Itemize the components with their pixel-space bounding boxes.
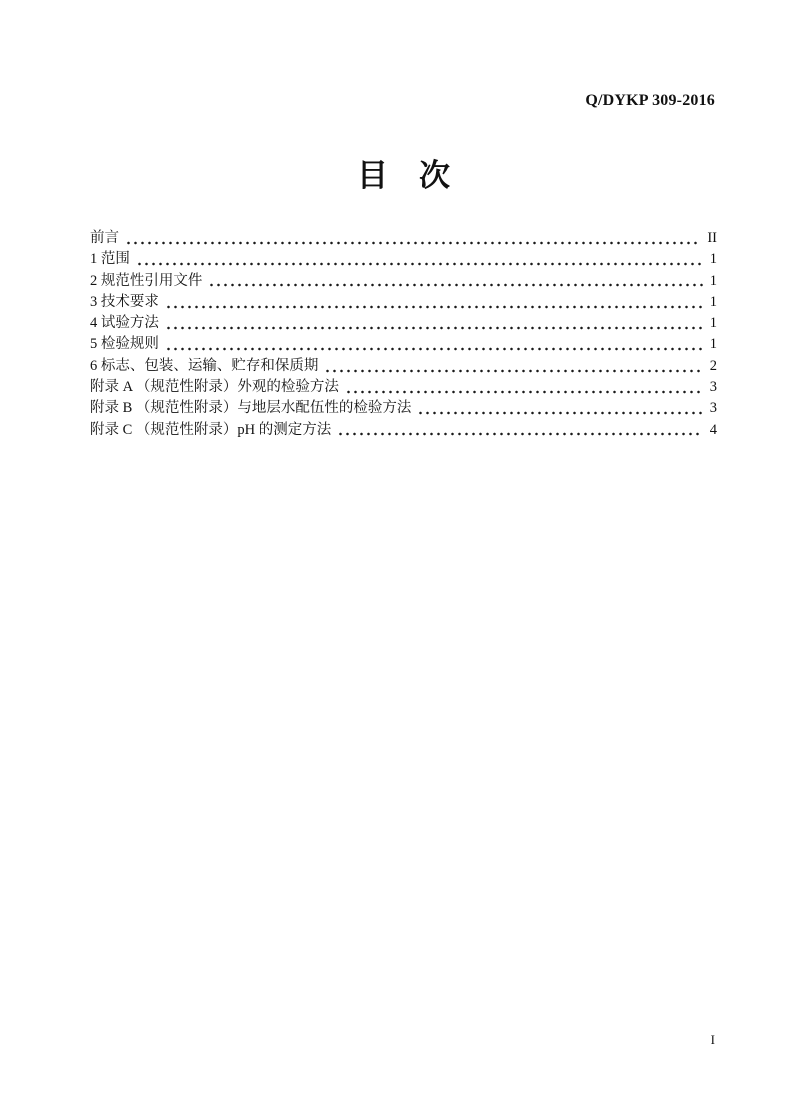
toc-entry-page: 3: [709, 379, 717, 396]
dot-leader: [345, 377, 703, 398]
toc-row-appendix-c: [90, 420, 717, 441]
standard-number: Q/DYKP 309-2016: [585, 92, 715, 109]
footer-page-number: I: [710, 1032, 715, 1047]
toc-entry-page: 1: [709, 251, 717, 268]
toc-entry-label: 前言: [90, 230, 119, 246]
toc-row-inspection-rules: [90, 334, 717, 355]
dot-leader: [165, 313, 703, 334]
toc-entry-label: 5 检验规则: [90, 336, 159, 353]
dot-leader: [165, 334, 703, 355]
toc-row-test-methods: [90, 313, 717, 334]
table-of-contents: [90, 228, 717, 441]
toc-entry-label: 附录 C （规范性附录）pH 的测定方法: [90, 421, 332, 438]
toc-entry-label: 附录 B （规范性附录）与地层水配伍性的检验方法: [90, 400, 412, 417]
toc-row-marking-packaging: [90, 356, 717, 377]
dot-leader: [165, 292, 703, 313]
toc-entry-page: 2: [709, 357, 717, 374]
toc-entry-label: 6 标志、包装、运输、贮存和保质期: [90, 357, 319, 374]
toc-row-appendix-b: [90, 398, 717, 419]
dot-leader: [208, 271, 702, 292]
toc-entry-label: 3 技术要求: [90, 293, 159, 310]
toc-row-scope: [90, 249, 717, 270]
toc-entry-label: 1 范围: [90, 251, 130, 268]
dot-leader: [337, 420, 702, 441]
toc-entry-page: II: [707, 230, 717, 246]
page-title: 目 次: [357, 158, 450, 193]
toc-entry-label: 2 规范性引用文件: [90, 272, 203, 289]
dot-leader: [324, 356, 702, 377]
toc-entry-page: 1: [709, 336, 717, 353]
dot-leader: [417, 398, 702, 419]
toc-row-technical-requirements: [90, 292, 717, 313]
toc-entry-label: 附录 A （规范性附录）外观的检验方法: [90, 379, 339, 396]
toc-entry-page: 4: [709, 421, 717, 438]
toc-entry-page: 1: [709, 272, 717, 289]
toc-entry-page: 3: [709, 400, 717, 417]
toc-entry-label: 4 试验方法: [90, 315, 159, 332]
toc-entry-page: 1: [709, 315, 717, 332]
dot-leader: [125, 228, 700, 249]
toc-entry-page: 1: [709, 293, 717, 310]
toc-row-normative-references: [90, 271, 717, 292]
toc-row-foreword: [90, 228, 717, 249]
dot-leader: [136, 249, 703, 270]
toc-row-appendix-a: [90, 377, 717, 398]
